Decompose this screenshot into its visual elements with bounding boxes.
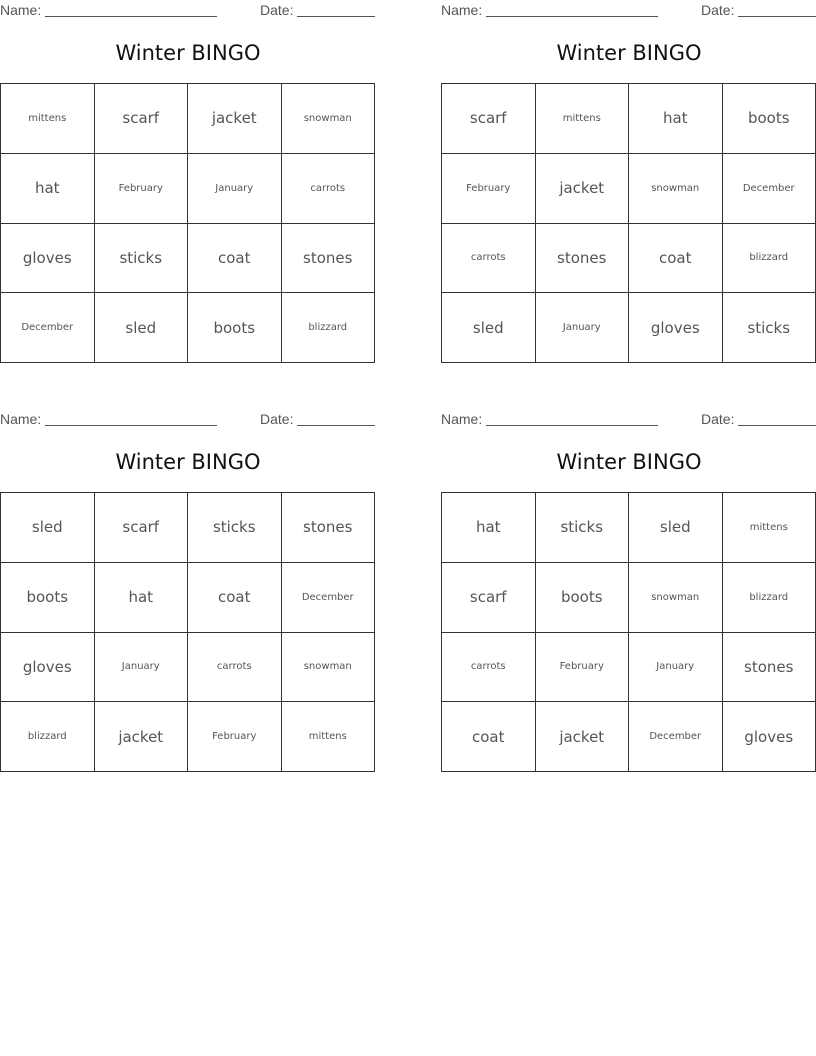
bingo-cell: January <box>95 633 189 703</box>
date-field-line <box>738 425 816 426</box>
card-title: Winter BINGO <box>115 41 261 65</box>
card-header <box>0 409 376 431</box>
bingo-cell: gloves <box>1 633 95 703</box>
bingo-cell: blizzard <box>723 563 816 633</box>
bingo-cell: December <box>1 293 95 363</box>
bingo-cell: sticks <box>536 493 630 563</box>
bingo-cell: scarf <box>95 493 189 563</box>
bingo-cell: sled <box>442 293 536 363</box>
bingo-cell: stones <box>723 633 816 703</box>
bingo-cell: January <box>188 154 282 224</box>
bingo-cell: jacket <box>188 84 282 154</box>
bingo-card-3 <box>0 409 376 746</box>
bingo-cell: gloves <box>723 702 816 772</box>
bingo-cell: blizzard <box>1 702 95 772</box>
date-label: Date: <box>260 2 294 18</box>
bingo-cell: hat <box>629 84 723 154</box>
bingo-cell: February <box>188 702 282 772</box>
bingo-cell: coat <box>442 702 536 772</box>
date-label: Date: <box>701 411 735 427</box>
bingo-cell: scarf <box>95 84 189 154</box>
bingo-cell: stones <box>282 224 376 294</box>
bingo-card-4 <box>441 409 816 746</box>
bingo-cell: gloves <box>629 293 723 363</box>
card-header <box>441 409 816 431</box>
bingo-cell: snowman <box>282 633 376 703</box>
bingo-cell: February <box>442 154 536 224</box>
bingo-cell: mittens <box>536 84 630 154</box>
bingo-cell: jacket <box>536 702 630 772</box>
bingo-card-1 <box>0 0 376 337</box>
date-field-line <box>738 16 816 17</box>
card-title: Winter BINGO <box>556 41 702 65</box>
bingo-cell: January <box>629 633 723 703</box>
name-label: Name: <box>0 411 42 427</box>
name-label: Name: <box>441 411 483 427</box>
bingo-grid <box>0 83 375 363</box>
bingo-cell: snowman <box>282 84 376 154</box>
date-field-line <box>297 16 375 17</box>
card-title: Winter BINGO <box>115 450 261 474</box>
bingo-cell: snowman <box>629 154 723 224</box>
bingo-cell: February <box>536 633 630 703</box>
bingo-grid <box>441 83 816 363</box>
bingo-grid <box>441 492 816 772</box>
name-field-line <box>45 16 217 17</box>
bingo-cell: December <box>723 154 816 224</box>
bingo-cell: sticks <box>188 493 282 563</box>
bingo-cell: stones <box>536 224 630 294</box>
date-label: Date: <box>260 411 294 427</box>
bingo-cell: boots <box>188 293 282 363</box>
bingo-cell: coat <box>629 224 723 294</box>
bingo-cell: gloves <box>1 224 95 294</box>
bingo-cell: scarf <box>442 563 536 633</box>
bingo-cell: snowman <box>629 563 723 633</box>
bingo-cell: coat <box>188 224 282 294</box>
bingo-cell: blizzard <box>723 224 816 294</box>
bingo-cell: sled <box>95 293 189 363</box>
bingo-cell: sled <box>629 493 723 563</box>
bingo-cell: December <box>629 702 723 772</box>
bingo-cell: mittens <box>723 493 816 563</box>
bingo-cell: jacket <box>95 702 189 772</box>
bingo-cell: carrots <box>442 633 536 703</box>
name-field-line <box>486 425 658 426</box>
date-field-line <box>297 425 375 426</box>
date-label: Date: <box>701 2 735 18</box>
bingo-cell: sled <box>1 493 95 563</box>
bingo-cell: sticks <box>723 293 816 363</box>
bingo-card-2 <box>441 0 816 337</box>
bingo-cell: hat <box>442 493 536 563</box>
bingo-cell: jacket <box>536 154 630 224</box>
bingo-cell: hat <box>95 563 189 633</box>
bingo-cell: carrots <box>442 224 536 294</box>
bingo-cell: mittens <box>1 84 95 154</box>
card-header <box>441 0 816 22</box>
bingo-grid <box>0 492 375 772</box>
bingo-cell: carrots <box>188 633 282 703</box>
bingo-cell: December <box>282 563 376 633</box>
bingo-cell: blizzard <box>282 293 376 363</box>
bingo-cell: coat <box>188 563 282 633</box>
name-label: Name: <box>441 2 483 18</box>
bingo-cell: scarf <box>442 84 536 154</box>
bingo-cell: carrots <box>282 154 376 224</box>
bingo-cell: stones <box>282 493 376 563</box>
bingo-cell: boots <box>1 563 95 633</box>
name-field-line <box>45 425 217 426</box>
card-title: Winter BINGO <box>556 450 702 474</box>
bingo-cell: hat <box>1 154 95 224</box>
bingo-cell: boots <box>723 84 816 154</box>
bingo-cell: mittens <box>282 702 376 772</box>
name-field-line <box>486 16 658 17</box>
bingo-cell: sticks <box>95 224 189 294</box>
bingo-cell: boots <box>536 563 630 633</box>
card-header <box>0 0 376 22</box>
name-label: Name: <box>0 2 42 18</box>
bingo-cell: January <box>536 293 630 363</box>
bingo-cell: February <box>95 154 189 224</box>
